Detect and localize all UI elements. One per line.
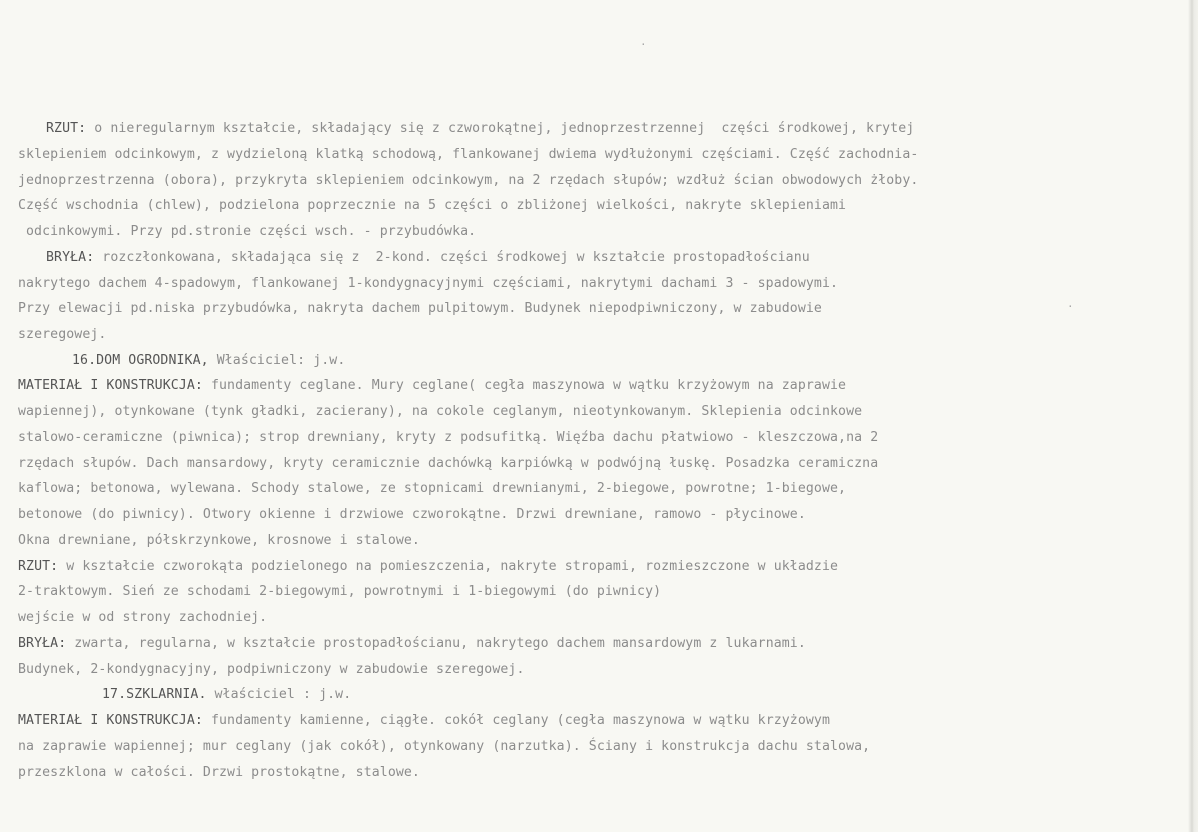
- text-line: [102, 687, 351, 703]
- paper-speck: ·: [1067, 300, 1074, 313]
- text-line: [18, 430, 878, 446]
- line-text: rozczłonkowana, składająca się z 2-kond. części środkowej w kształcie prostopadłościanu: [94, 250, 810, 265]
- section-heading: BRYŁA:: [46, 250, 95, 265]
- section-heading: 17.SZKLARNIA.: [102, 687, 207, 702]
- section-heading: RZUT:: [18, 559, 59, 574]
- text-line: [18, 636, 806, 652]
- line-text: Okna drewniane, półskrzynkowe, krosnowe i stalowe.: [18, 533, 420, 548]
- page-edge: [1188, 0, 1198, 832]
- line-text: szeregowej.: [18, 327, 107, 342]
- line-text: Budynek, 2-kondygnacyjny, podpiwniczony w zabudowie szeregowej.: [18, 662, 525, 677]
- line-text: o nieregularnym kształcie, składający się z czworokątnej, jednoprzestrzennej części środkowej, krytej: [86, 121, 915, 136]
- section-heading: BRYŁA:: [18, 636, 67, 651]
- line-text: wapiennej), otynkowane (tynk gładki, zacierany), na cokole ceglanym, nieotynkowanym. Sklepienia odcinkowe: [18, 404, 863, 419]
- line-text: Właściciel: j.w.: [208, 353, 346, 368]
- text-line: [72, 353, 345, 369]
- line-text: kaflowa; betonowa, wylewana. Schody stalowe, ze stopnicami drewnianymi, 2-biegowe, powrotne; 1-biegowe,: [18, 481, 847, 496]
- text-line: [18, 610, 267, 626]
- line-text: nakrytego dachem 4-spadowym, flankowanej 1-kondygnacyjnymi częściami, nakrytymi dachami 3 - spadowymi.: [18, 276, 839, 291]
- text-line: [18, 507, 806, 523]
- line-text: Przy elewacji pd.niska przybudówka, nakryta dachem pulpitowym. Budynek niepodpiwniczony, w zabudowie: [18, 301, 822, 316]
- line-text: sklepieniem odcinkowym, z wydzieloną klatką schodową, flankowanej dwiema wydłużonymi częściami. Część zachodnia-: [18, 147, 919, 162]
- text-line: [18, 276, 838, 292]
- text-line: [46, 121, 914, 137]
- line-text: fundamenty kamienne, ciągłe. cokół ceglany (cegła maszynowa w wątku krzyżowym: [202, 713, 831, 728]
- section-heading: RZUT:: [46, 121, 87, 136]
- line-text: stalowo-ceramiczne (piwnica); strop drewniany, kryty z podsufitką. Więźba dachu płatwiowo - kleszczowa,na 2: [18, 430, 879, 445]
- line-text: Część wschodnia (chlew), podzielona poprzecznie na 5 części o zbliżonej wielkości, nakryte sklepieniami: [18, 198, 847, 213]
- line-text: na zaprawie wapiennej; mur ceglany (jak cokół), otynkowany (narzutka). Ściany i konstrukcja dachu stalowa,: [18, 739, 871, 754]
- line-text: właściciel : j.w.: [206, 687, 352, 702]
- text-line: [46, 250, 810, 266]
- line-text: rzędach słupów. Dach mansardowy, kryty ceramicznie dachówką karpiówką w podwójną łuskę. Posadzka ceramiczna: [18, 456, 879, 471]
- line-text: zwarta, regularna, w kształcie prostopadłościanu, nakrytego dachem mansardowym z lukarnami.: [66, 636, 806, 651]
- text-line: [18, 533, 420, 549]
- text-line: [18, 559, 838, 575]
- text-line: [26, 224, 476, 240]
- text-line: [18, 739, 870, 755]
- text-line: [18, 198, 846, 214]
- section-heading: 16.DOM OGRODNIKA,: [72, 353, 209, 368]
- line-text: odcinkowymi. Przy pd.stronie części wsch. - przybudówka.: [26, 224, 477, 239]
- text-line: [18, 481, 846, 497]
- line-text: przeszklona w całości. Drzwi prostokątne, stalowe.: [18, 765, 420, 780]
- text-line: [18, 301, 822, 317]
- line-text: w kształcie czworokąta podzielonego na pomieszczenia, nakryte stropami, rozmieszczone w układzie: [58, 559, 839, 574]
- text-line: [18, 327, 106, 343]
- text-line: [18, 765, 420, 781]
- section-heading: MATERIAŁ I KONSTRUKCJA:: [18, 713, 203, 728]
- text-line: [18, 662, 525, 678]
- text-line: [18, 713, 830, 729]
- text-line: [18, 147, 918, 163]
- line-text: wejście w od strony zachodniej.: [18, 610, 268, 625]
- text-line: [18, 584, 661, 600]
- line-text: jednoprzestrzenna (obora), przykryta sklepieniem odcinkowym, na 2 rzędach słupów; wzdłuż ścian obwodowych żłoby.: [18, 173, 919, 188]
- text-line: [18, 404, 862, 420]
- paper-speck: ·: [640, 38, 647, 51]
- text-line: [18, 173, 918, 189]
- section-heading: MATERIAŁ I KONSTRUKCJA:: [18, 378, 203, 393]
- text-line: [18, 456, 878, 472]
- line-text: fundamenty ceglane. Mury ceglane( cegła maszynowa w wątku krzyżowym na zaprawie: [202, 378, 847, 393]
- line-text: betonowe (do piwnicy). Otwory okienne i drzwiowe czworokątne. Drzwi drewniane, ramowo - płycinowe.: [18, 507, 806, 522]
- text-line: [18, 378, 846, 394]
- line-text: 2-traktowym. Sień ze schodami 2-biegowymi, powrotnymi i 1-biegowymi (do piwnicy): [18, 584, 662, 599]
